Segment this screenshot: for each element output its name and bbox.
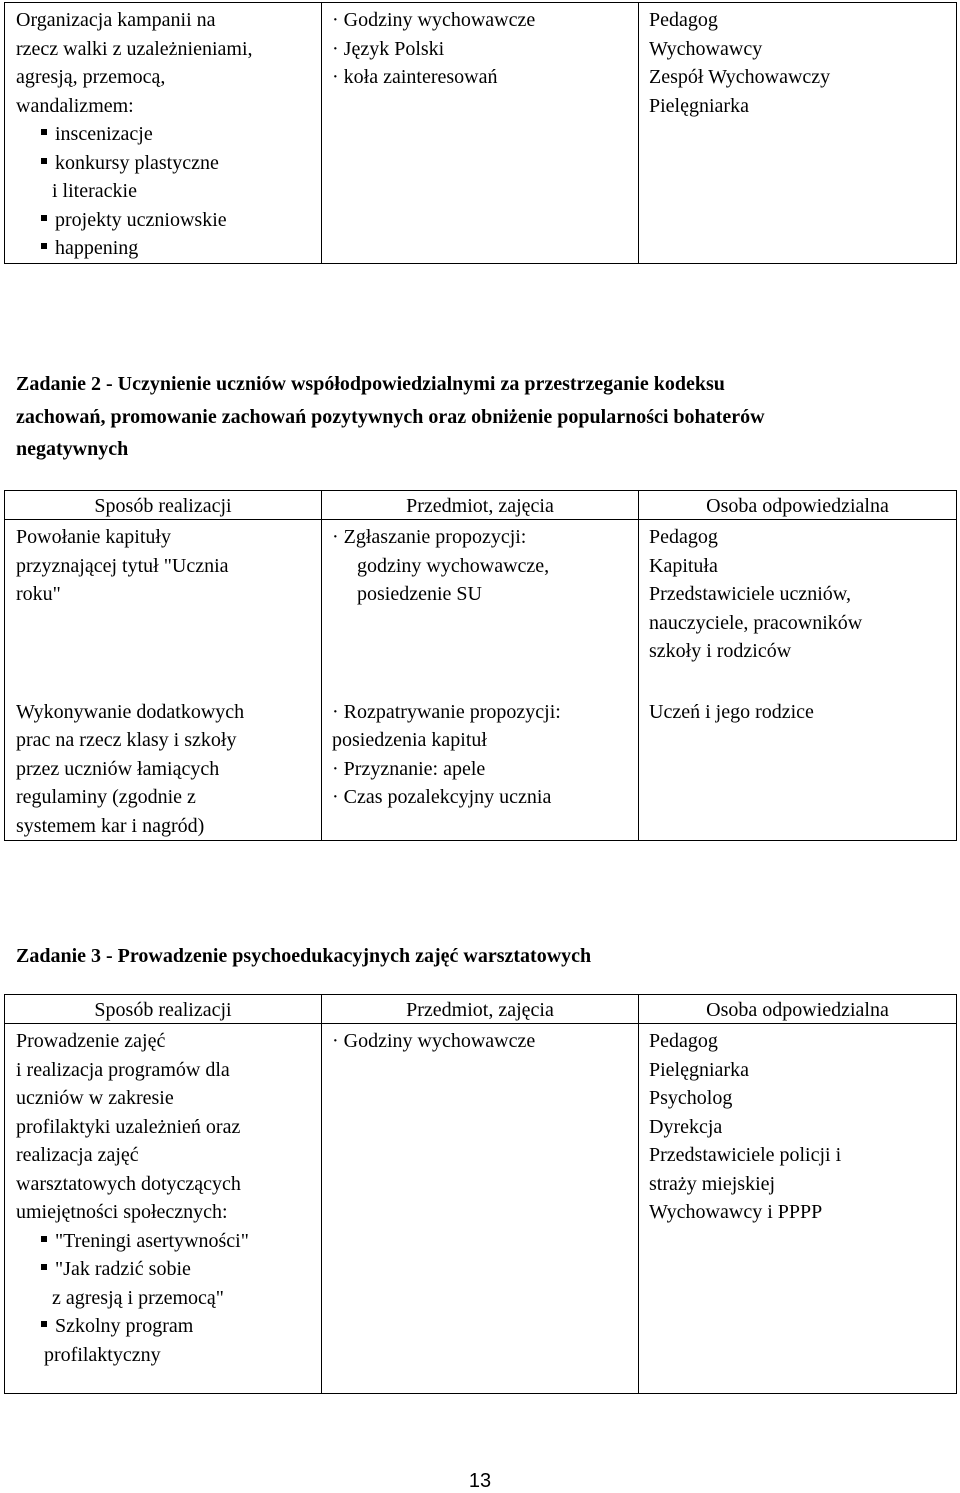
realization-cell: Wykonywanie dodatkowych prac na rzecz klasy i szkoły przez uczniów łamiących regulaminy (zgodnie z systemem kar i nagród) — [5, 695, 322, 841]
task3-table — [4, 994, 957, 1394]
task3-heading: Zadanie 3 - Prowadzenie psychoedukacyjnych zajęć warsztatowych — [16, 945, 592, 967]
table-row — [5, 3, 957, 264]
campaign-table — [4, 2, 957, 264]
list-item: konkursy plastyczne — [16, 149, 321, 178]
realization-cell: Powołanie kapituły przyznającej tytuł "Ucznia roku" — [5, 520, 322, 695]
subject-cell: · Godziny wychowawcze · Język Polski · koła zainteresowań — [322, 3, 639, 264]
responsible-cell: Pedagog Wychowawcy Zespół Wychowawczy Pielęgniarka — [639, 3, 957, 264]
square-bullet-icon — [41, 1236, 47, 1242]
responsible-cell: Pedagog Pielęgniarka Psycholog Dyrekcja Przedstawiciele policji i straży miejskiej Wychowawcy i PPPP — [639, 1024, 957, 1394]
column-header: Osoba odpowiedzialna — [639, 491, 957, 520]
list-item: Szkolny program — [16, 1312, 321, 1341]
square-bullet-icon — [41, 1321, 47, 1327]
list-item: "Treningi asertywności" — [16, 1227, 321, 1256]
column-header: Sposób realizacji — [5, 995, 322, 1024]
square-bullet-icon — [41, 129, 47, 135]
task2-heading: Zadanie 2 - Uczynienie uczniów współodpowiedzialnymi za przestrzeganie kodeksu zachowań, promowanie zachowań pozytywnych oraz obniżenie popularności bohaterów negatywnych — [16, 373, 765, 460]
column-header: Sposób realizacji — [5, 491, 322, 520]
task2-table — [4, 490, 957, 841]
table-header-row — [5, 995, 957, 1024]
list-item: happening — [16, 234, 321, 263]
table-header-row — [5, 491, 957, 520]
responsible-cell: Pedagog Kapituła Przedstawiciele uczniów, nauczyciele, pracowników szkoły i rodziców — [639, 520, 957, 695]
subject-cell: · Zgłaszanie propozycji: godziny wychowawcze, posiedzenie SU — [322, 520, 639, 695]
table-row — [5, 1024, 957, 1394]
realization-cell: Organizacja kampanii na rzecz walki z uzależnieniami, agresją, przemocą, wandalizmem: inscenizacje konkursy plastyczne i literackie projekty uczniowskie happening — [5, 3, 322, 264]
list-item: "Jak radzić sobie — [16, 1255, 321, 1284]
column-header: Przedmiot, zajęcia — [322, 995, 639, 1024]
realization-cell: Prowadzenie zajęć i realizacja programów dla uczniów w zakresie profilaktyki uzależnień oraz realizacja zajęć warsztatowych dotyczących umiejętności społecznych: "Treningi asertywności" "Jak radzić sobie z agresją i przemocą" Szkolny program profilaktyczny — [5, 1024, 322, 1394]
square-bullet-icon — [41, 158, 47, 164]
page-number: 13 — [468, 1470, 492, 1492]
square-bullet-icon — [41, 215, 47, 221]
square-bullet-icon — [41, 243, 47, 249]
responsible-cell: Uczeń i jego rodzice — [639, 695, 957, 841]
column-header: Przedmiot, zajęcia — [322, 491, 639, 520]
table-row — [5, 520, 957, 695]
column-header: Osoba odpowiedzialna — [639, 995, 957, 1024]
list-item: inscenizacje — [16, 120, 321, 149]
square-bullet-icon — [41, 1264, 47, 1270]
list-item: projekty uczniowskie — [16, 206, 321, 235]
subject-cell: · Godziny wychowawcze — [322, 1024, 639, 1394]
subject-cell: · Rozpatrywanie propozycji: posiedzenia kapituł · Przyznanie: apele · Czas pozalekcyjny ucznia — [322, 695, 639, 841]
table-row — [5, 695, 957, 841]
